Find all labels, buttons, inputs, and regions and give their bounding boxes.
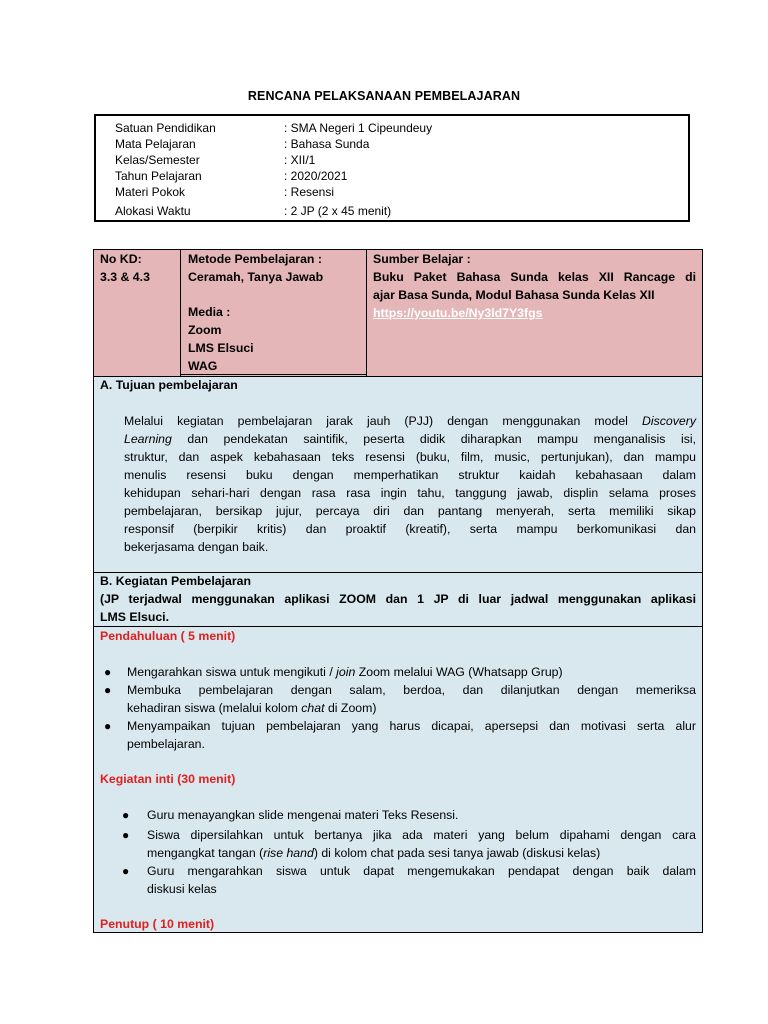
identity-label: Alokasi Waktu	[115, 204, 191, 218]
list-item: diskusi kelas	[147, 882, 217, 896]
sumber-text: ajar Basa Sunda, Modul Bahasa Sunda Kelas XII	[373, 288, 655, 302]
tujuan-line: kehidupan sehari-hari dengan rasa rasa ingin tahu, tanggung jawab, displin selama proses	[124, 486, 696, 500]
metode-value: Ceramah, Tanya Jawab	[188, 270, 324, 284]
identity-value: : 2 JP (2 x 45 menit)	[284, 204, 392, 218]
identity-label: Kelas/Semester	[115, 153, 200, 167]
list-item: Menyampaikan tujuan pembelajaran yang harus dicapai, apersepsi dan motivasi serta alur	[127, 719, 696, 733]
bullet-icon: ●	[122, 864, 130, 878]
list-item: Mengarahkan siswa untuk mengikuti / join Zoom melalui WAG (Whatsapp Grup)	[127, 665, 563, 679]
kegiatan-subheading: LMS Elsuci.	[100, 610, 170, 624]
media-item: WAG	[188, 359, 218, 373]
bullet-icon: ●	[104, 683, 112, 697]
bullet-icon: ●	[104, 665, 112, 679]
penutup-heading: Penutup ( 10 menit)	[100, 917, 215, 931]
tujuan-line: responsif (berpikir kritis) dan proaktif (kreatif), serta mampu berkomunikasi dan	[124, 522, 696, 536]
pendahuluan-heading: Pendahuluan ( 5 menit)	[100, 629, 236, 643]
tujuan-line: Melalui kegiatan pembelajaran jarak jauh (PJJ) dengan menggunakan model Discovery	[124, 414, 696, 428]
kegiatan-subheading: (JP terjadwal menggunakan aplikasi ZOOM dan 1 JP di luar jadwal menggunakan aplikasi	[100, 592, 696, 606]
identity-value: : Bahasa Sunda	[284, 137, 370, 151]
list-item: pembelajaran.	[127, 737, 205, 751]
media-item: LMS Elsuci	[188, 341, 254, 355]
column-divider	[366, 250, 367, 376]
tujuan-heading: A. Tujuan pembelajaran	[100, 378, 238, 392]
sumber-text: Buku Paket Bahasa Sunda kelas XII Rancage di	[373, 270, 696, 284]
kegiatan-heading: B. Kegiatan Pembelajaran	[100, 574, 252, 588]
tujuan-line: bekerjasama dengan baik.	[124, 540, 269, 554]
inti-heading: Kegiatan inti (30 menit)	[100, 772, 236, 786]
kd-value: 3.3 & 4.3	[100, 270, 150, 284]
bullet-icon: ●	[122, 808, 130, 822]
tujuan-line: pembelajaran, bersikap jujur, percaya diri dan pantang menyerah, serta memiliki sikap	[124, 504, 696, 518]
identity-value: : 2020/2021	[284, 169, 348, 183]
identity-value: : SMA Negeri 1 Cipeundeuy	[284, 121, 433, 135]
tujuan-line: Learning dan pendekatan saintifik, peserta didik diharapkan mampu menganalisis isi,	[124, 432, 696, 446]
media-item: Zoom	[188, 323, 222, 337]
identity-label: Tahun Pelajaran	[115, 169, 202, 183]
identity-label: Materi Pokok	[115, 185, 186, 199]
list-item: Siswa dipersilahkan untuk bertanya jika ada materi yang belum dipahami dengan cara	[147, 828, 696, 842]
list-item: mengangkat tangan (rise hand) di kolom chat pada sesi tanya jawab (diskusi kelas)	[147, 846, 601, 860]
bullet-icon: ●	[104, 719, 112, 733]
sumber-label: Sumber Belajar :	[373, 252, 471, 266]
list-item: kehadiran siswa (melalui kolom chat di Zoom)	[127, 701, 377, 715]
page-title: RENCANA PELAKSANAAN PEMBELAJARAN	[247, 89, 521, 103]
identity-box	[94, 114, 690, 222]
identity-label: Mata Pelajaran	[115, 137, 196, 151]
kd-label: No KD:	[100, 252, 142, 266]
sumber-link[interactable]: https://youtu.be/Ny3ld7Y3fgs	[373, 306, 543, 320]
column-divider	[180, 250, 181, 376]
rpp-table	[93, 249, 703, 933]
tujuan-line: menulis resensi buku dengan memperhatikan struktur kaidah kebahasaan dalam	[124, 468, 696, 482]
identity-label: Satuan Pendidikan	[115, 121, 216, 135]
list-item: Guru menayangkan slide mengenai materi Teks Resensi.	[147, 808, 459, 822]
tujuan-line: struktur, dan aspek kebahasaan teks resensi (buku, film, music, pertunjukan), dan mampu	[124, 450, 696, 464]
metode-label: Metode Pembelajaran :	[188, 252, 322, 266]
list-item: Guru mengarahkan siswa untuk dapat mengemukakan pendapat dengan baik dalam	[147, 864, 696, 878]
list-item: Membuka pembelajaran dengan salam, berdoa, dan dilanjutkan dengan memeriksa	[127, 683, 696, 697]
media-label: Media :	[188, 305, 231, 319]
identity-value: : XII/1	[284, 153, 316, 167]
bullet-icon: ●	[122, 828, 130, 842]
identity-value: : Resensi	[284, 185, 335, 199]
